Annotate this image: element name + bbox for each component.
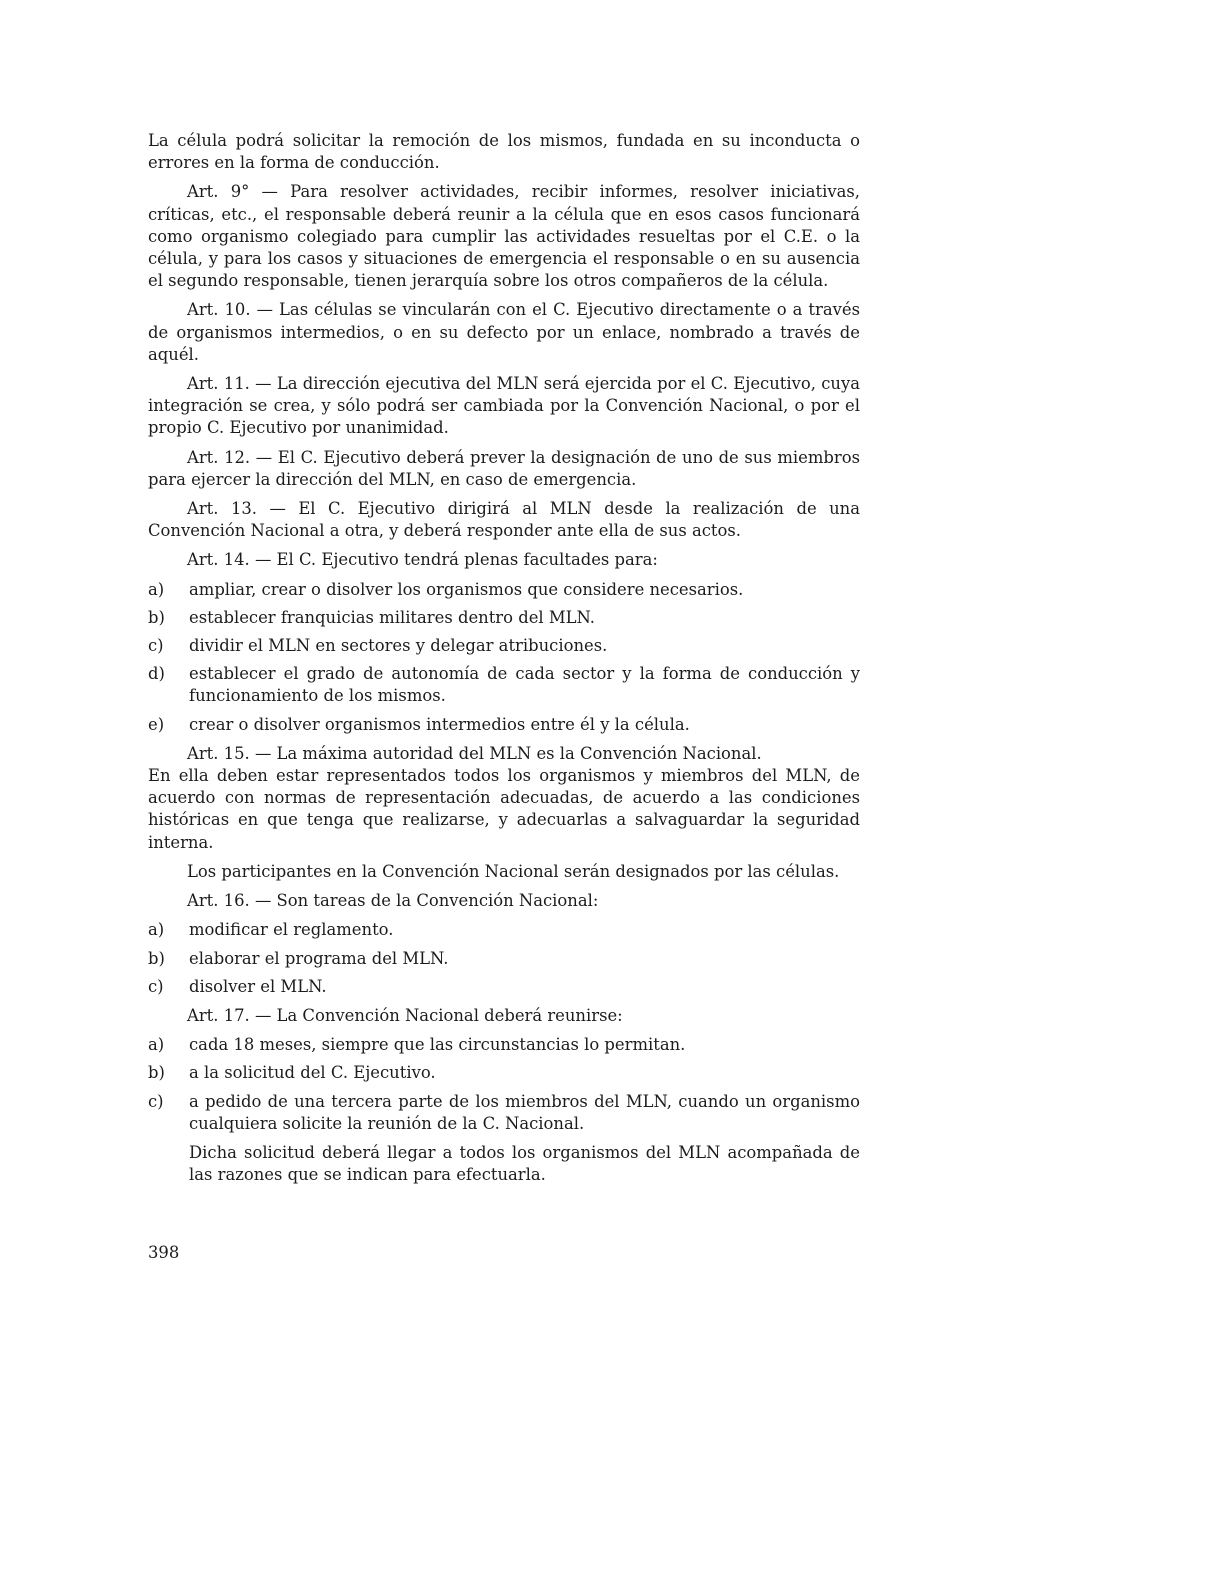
list-item-text: crear o disolver organismos intermedios entre él y la célula. (189, 714, 690, 734)
list-item (148, 714, 860, 736)
list-item (148, 976, 860, 998)
article-14: Art. 14. — El C. Ejecutivo tendrá plenas facultades para: (187, 550, 658, 570)
list-item-label: c) (148, 976, 164, 996)
article-11: Art. 11. — La dirección ejecutiva del MLN será ejercida por el C. Ejecutivo, cuya integración se crea, y sólo podrá ser cambiada por la Convención Nacional, o por el propio C. Ejecutivo por unanimidad. (148, 374, 860, 438)
list-item-text: elaborar el programa del MLN. (189, 948, 449, 968)
article-15-continuation: En ella deben estar representados todos los organismos y miembros del MLN, de acuerdo con normas de representación adecuadas, de acuerdo a las condiciones históricas en que tenga que realizarse, y adecuarlas a salvaguardar la seguridad interna. (148, 766, 860, 852)
list-item-text: cada 18 meses, siempre que las circunstancias lo permitan. (189, 1035, 686, 1055)
article-16: Art. 16. — Son tareas de la Convención Nacional: (187, 891, 599, 911)
article-14-list (148, 579, 860, 736)
article-15-participants: Los participantes en la Convención Nacional serán designados por las células. (187, 861, 840, 881)
list-item-text: a pedido de una tercera parte de los miembros del MLN, cuando un organismo cualquiera solicite la reunión de la C. Nacional. (189, 1091, 860, 1133)
list-item-text: disolver el MLN. (189, 976, 327, 996)
article-10: Art. 10. — Las células se vincularán con el C. Ejecutivo directamente o a través de organismos intermedios, o en su defecto por un enlace, nombrado a través de aquél. (148, 300, 860, 364)
list-item (148, 579, 860, 601)
article-16-list (148, 919, 860, 998)
list-item-label: c) (148, 1091, 164, 1111)
list-item-label: a) (148, 920, 165, 940)
list-item-label: a) (148, 1035, 165, 1055)
document-body (148, 130, 860, 1193)
article-17: Art. 17. — La Convención Nacional deberá reunirse: (187, 1005, 623, 1025)
list-item (148, 607, 860, 629)
article-15: Art. 15. — La máxima autoridad del MLN es la Convención Nacional. (187, 743, 762, 763)
article-13: Art. 13. — El C. Ejecutivo dirigirá al MLN desde la realización de una Convención Nacional a otra, y deberá responder ante ella de sus actos. (148, 499, 860, 541)
paragraph-intro: La célula podrá solicitar la remoción de los mismos, fundada en su inconducta o errores en la forma de conducción. (148, 131, 860, 173)
list-item (148, 635, 860, 657)
list-item-label: b) (148, 948, 165, 968)
list-item (148, 919, 860, 941)
list-item-label: b) (148, 607, 165, 627)
list-item-label: c) (148, 636, 164, 656)
list-item (148, 663, 860, 707)
list-item (148, 1062, 860, 1084)
list-item-text: a la solicitud del C. Ejecutivo. (189, 1063, 436, 1083)
list-item-text: ampliar, crear o disolver los organismos que considere necesarios. (189, 579, 744, 599)
list-item (148, 1034, 860, 1056)
list-item-label: a) (148, 579, 165, 599)
article-17-note: Dicha solicitud deberá llegar a todos los organismos del MLN acompañada de las razones que se indican para efectuarla. (189, 1142, 860, 1185)
page-number: 398 (148, 1243, 180, 1262)
list-item-text: dividir el MLN en sectores y delegar atribuciones. (189, 636, 608, 656)
article-9: Art. 9° — Para resolver actividades, recibir informes, resolver iniciativas, críticas, etc., el responsable deberá reunir a la célula que en esos casos funcionará como organismo colegiado para cumplir las actividades resueltas por el C.E. o la célula, y para los casos y situaciones de emergencia el responsable o en su ausencia el segundo responsable, tienen jerarquía sobre los otros compañeros de la célula. (148, 182, 860, 291)
list-item (148, 1091, 860, 1135)
list-item-label: b) (148, 1063, 165, 1083)
list-item-label: e) (148, 714, 165, 734)
list-item-text: establecer franquicias militares dentro del MLN. (189, 607, 596, 627)
list-item-label: d) (148, 664, 165, 684)
list-item-text: modificar el reglamento. (189, 920, 394, 940)
article-12: Art. 12. — El C. Ejecutivo deberá prever la designación de uno de sus miembros para ejercer la dirección del MLN, en caso de emergencia. (148, 447, 860, 489)
article-17-list (148, 1034, 860, 1135)
list-item-text: establecer el grado de autonomía de cada sector y la forma de conducción y funcionamiento de los mismos. (189, 664, 860, 706)
list-item (148, 948, 860, 970)
